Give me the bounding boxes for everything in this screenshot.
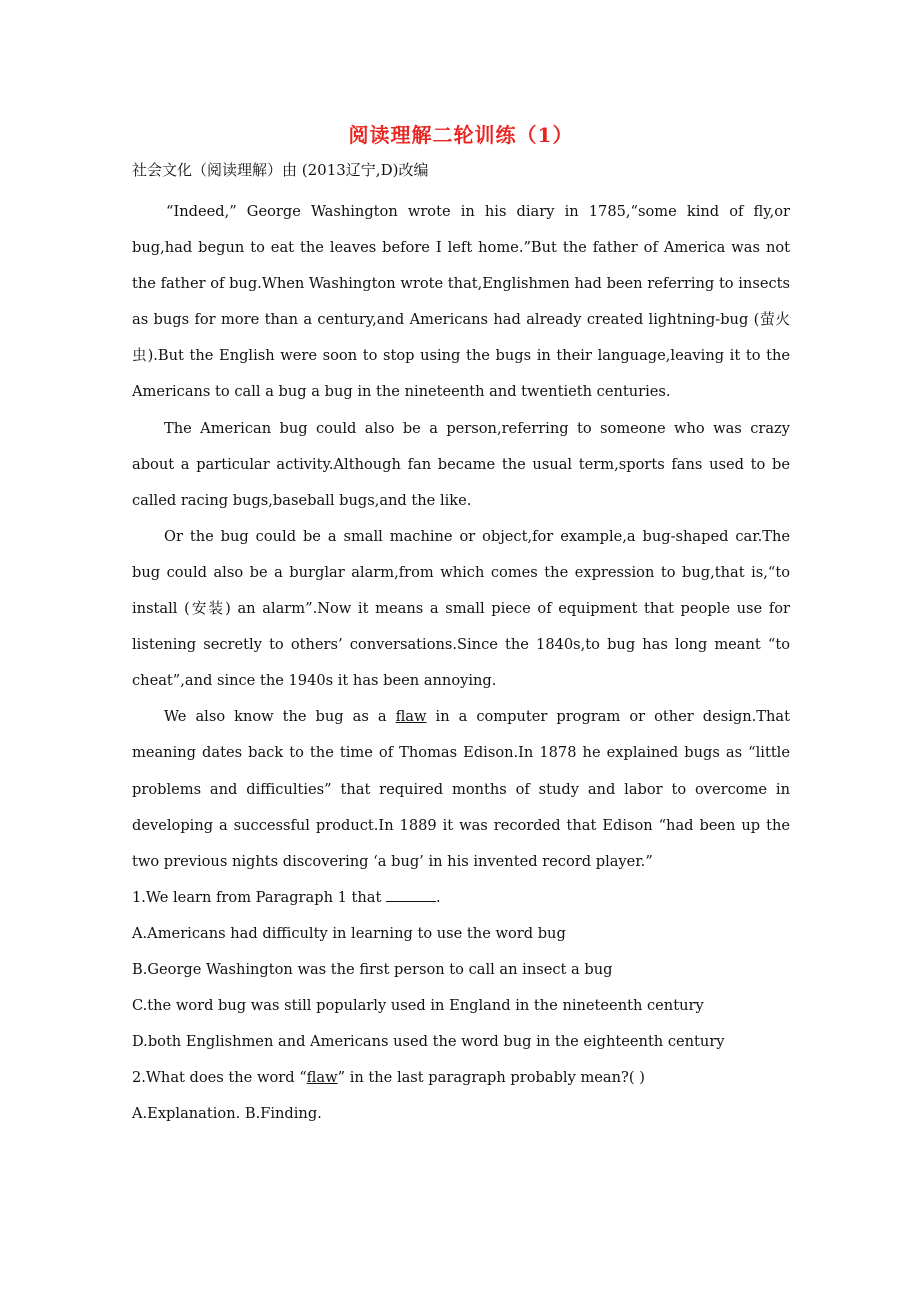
question-2-stem-end: ” in the last paragraph probably mean?( ) (337, 1069, 645, 1087)
question-1-option-a: A.Americans had difficulty in learning to use the word bug (132, 924, 566, 942)
passage-paragraph-1: “Indeed,” George Washington wrote in his diary in 1785,“some kind of fly,or bug,had begun to eat the leaves before I left home.”But the father of America was not the father of bug.When Washington wrote that,Englishmen had been referring to insects as bugs for more than a century,and Americans had already created lightning-bug (萤火虫).But the English were soon to stop using the bugs in their language,leaving it to the Americans to call a bug a bug in the nineteenth and twentieth centuries. (132, 203, 790, 401)
question-2-underlined-word: flaw (306, 1069, 338, 1087)
passage-paragraph-3: Or the bug could be a small machine or object,for example,a bug-shaped car.The bug could also be a burglar alarm,from which comes the expression to bug,that is,“to install (安装) an alarm”.Now it means a small piece of equipment that people use for listening secretly to others’ conversations.Since the 1840s,to bug has long meant “to cheat”,and since the 1940s it has been annoying. (132, 527, 790, 690)
question-1-option-c: C.the word bug was still popularly used in England in the nineteenth century (132, 997, 704, 1015)
passage-paragraph-4 (132, 699, 790, 879)
question-1-option-d: D.both Englishmen and Americans used the word bug in the eighteenth century (132, 1033, 725, 1051)
question-1 (132, 880, 790, 916)
paragraph-4-rest: in a computer program or other design.That meaning dates back to the time of Thomas Edison.In 1878 he explained bugs as “little problems and difficulties” that required months of study and labor to overcome in developing a successful product.In 1889 it was recorded that Edison “had been up the two previous nights discovering ‘a bug’ in his invented record player.” (132, 708, 790, 870)
source-line: 社会文化（阅读理解）由 (2013辽宁,D)改编 (132, 161, 429, 179)
question-1-end: . (436, 888, 441, 906)
underlined-word-flaw: flaw (395, 708, 427, 726)
document-page (132, 118, 790, 1132)
page-title: 阅读理解二轮训练（1） (348, 123, 574, 147)
question-1-stem: 1.We learn from Paragraph 1 that (132, 888, 387, 906)
question-1-option-b: B.George Washington was the first person to call an insect a bug (132, 960, 613, 978)
question-2-stem-start: 2.What does the word “ (132, 1069, 307, 1087)
question-2 (132, 1060, 790, 1096)
passage-paragraph-2: The American bug could also be a person,referring to someone who was crazy about a particular activity.Although fan became the usual term,sports fans used to be called racing bugs,baseball bugs,and the like. (132, 419, 790, 509)
question-2-options: A.Explanation. B.Finding. (132, 1105, 322, 1123)
paragraph-4-start: We also know the bug as a (164, 708, 396, 726)
answer-blank (386, 887, 436, 902)
